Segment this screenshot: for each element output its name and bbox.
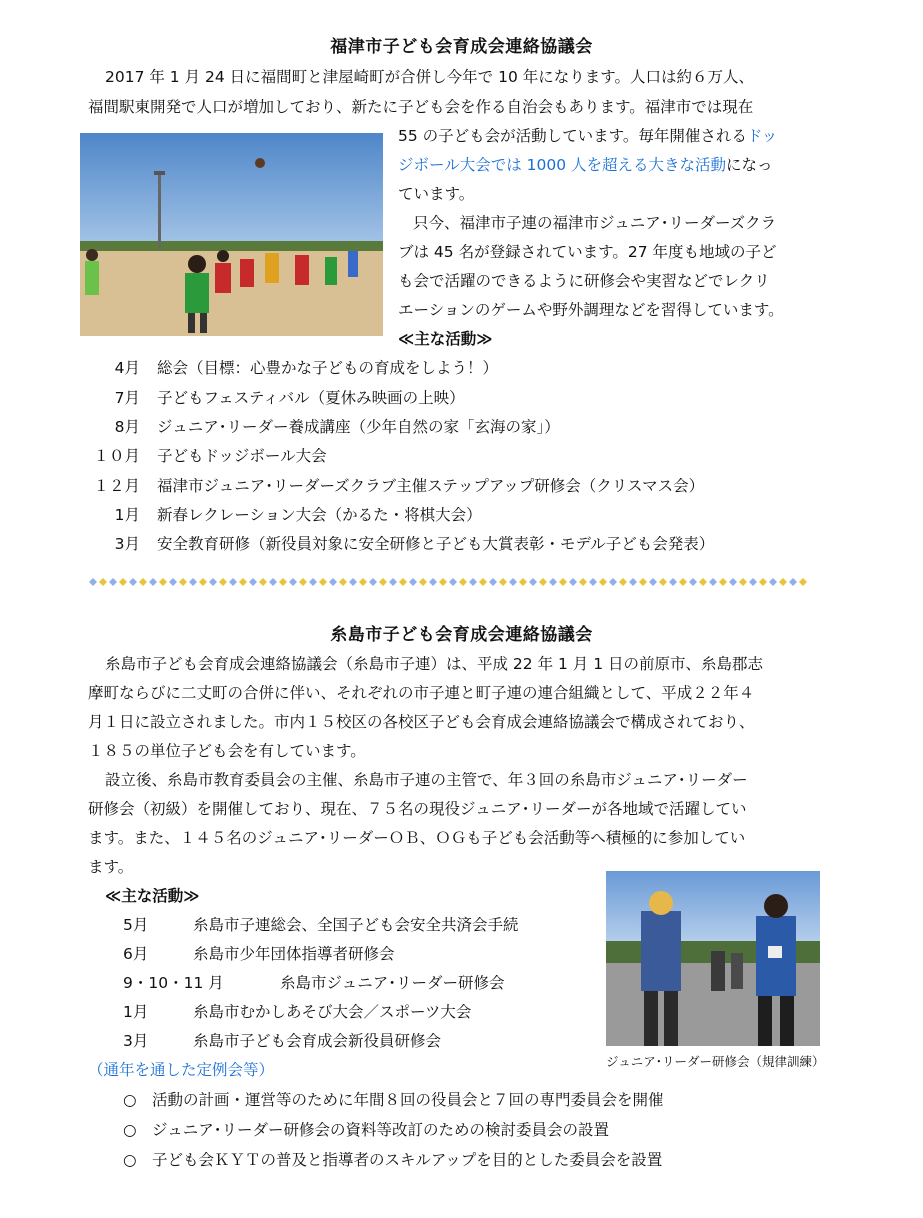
- divider-diamond: [99, 578, 107, 586]
- divider-diamond: [779, 578, 787, 586]
- section2-regular-heading: （通年を通した定例会等）: [88, 1061, 275, 1079]
- divider-diamond: [359, 578, 367, 586]
- divider-diamond: [319, 578, 327, 586]
- s2-activity-text: 糸島市子ども会育成会新役員研修会: [193, 1032, 442, 1050]
- divider-diamond: [129, 578, 137, 586]
- section1-intro-line-2: 福間駅東開発で人口が増加しており、新たに子ども会を作る自治会もあります。福津市では現在: [88, 98, 754, 116]
- section2-p2-line-2: 研修会（初級）を開催しており、現在、７５名の現役ジュニア･リーダーが各地域で活躍してい: [88, 800, 747, 818]
- side-line-1-highlight: ドッ: [746, 127, 778, 145]
- divider-diamond: [629, 578, 637, 586]
- section2-title: 糸島市子ども会育成会連絡協議会: [330, 625, 593, 645]
- divider-diamond: [349, 578, 357, 586]
- section-divider: [88, 572, 810, 582]
- divider-diamond: [109, 578, 117, 586]
- divider-diamond: [229, 578, 237, 586]
- divider-diamond: [239, 578, 247, 586]
- divider-diamond: [769, 578, 777, 586]
- section1-side-line-6: も会で活躍のできるように研修会や実習などでレクリ: [398, 272, 770, 290]
- divider-diamond: [749, 578, 757, 586]
- divider-diamond: [589, 578, 597, 586]
- s1-activity-month: 8月: [114, 418, 140, 436]
- section2-p2-line-3: ます。また、１４５名のジュニア･リーダーＯＢ、ＯＧも子ども会活動等へ積極的に参加してい: [88, 829, 746, 847]
- s2-activity-text: 糸島市子連総会、全国子ども会安全共済会手続: [193, 916, 519, 934]
- s1-activity-text: 子どもドッジボール大会: [157, 447, 327, 465]
- divider-diamond: [679, 578, 687, 586]
- divider-diamond: [739, 578, 747, 586]
- s2-activity-text: 糸島市ジュニア･リーダー研修会: [280, 974, 505, 992]
- s2-activity-text: 糸島市少年団体指導者研修会: [193, 945, 395, 963]
- divider-diamond: [299, 578, 307, 586]
- section2-p1-line-2: 摩町ならびに二丈町の合併に伴い、それぞれの市子連と町子連の連合組織として、平成２２年４: [88, 684, 755, 702]
- divider-diamond: [289, 578, 297, 586]
- s1-activity-month: 1月: [114, 506, 140, 524]
- divider-diamond: [269, 578, 277, 586]
- side-line-2-text: になっ: [726, 156, 773, 174]
- divider-diamond: [709, 578, 717, 586]
- divider-diamond: [619, 578, 627, 586]
- section2-p1-line-4: １８５の単位子ども会を有しています。: [88, 742, 366, 760]
- divider-diamond: [179, 578, 187, 586]
- divider-diamond: [219, 578, 227, 586]
- section1-side-line-7: エーションのゲームや野外調理などを習得しています。: [398, 301, 784, 319]
- section1-side-line-2: [398, 153, 773, 175]
- divider-diamond: [279, 578, 287, 586]
- divider-diamond: [259, 578, 267, 586]
- divider-diamond: [719, 578, 727, 586]
- s1-activity-text: 子どもフェスティバル（夏休み映画の上映）: [157, 389, 465, 407]
- s2-activity-month: 6月: [123, 945, 149, 963]
- divider-diamond: [549, 578, 557, 586]
- side-line-2-highlight: ジボール大会では 1000 人を超える大きな活動: [398, 156, 726, 174]
- s1-activity-text: ジュニア･リーダー養成講座（少年自然の家「玄海の家」）: [157, 418, 560, 436]
- training-photo: [606, 871, 820, 1046]
- divider-diamond: [759, 578, 767, 586]
- divider-diamond: [409, 578, 417, 586]
- divider-diamond: [569, 578, 577, 586]
- s2-activity-text: 糸島市むかしあそび大会／スポーツ大会: [193, 1003, 472, 1021]
- divider-diamond: [339, 578, 347, 586]
- s2-activity-month: 9・10・11 月: [123, 974, 224, 992]
- divider-diamond: [159, 578, 167, 586]
- divider-diamond: [539, 578, 547, 586]
- s1-activity-text: 新春レクレーション大会（かるた・将棋大会）: [157, 506, 482, 524]
- s1-activity-month: 3月: [114, 535, 140, 553]
- divider-diamond: [459, 578, 467, 586]
- regular-item: ○ 活動の計画・運営等のために年間８回の役員会と７回の専門委員会を開催: [123, 1091, 664, 1109]
- regular-item: ○ 子ども会ＫＹＴの普及と指導者のスキルアップを目的とした委員会を設置: [123, 1151, 663, 1169]
- section2-p1-line-3: 月１日に設立されました。市内１５校区の各校区子ども会育成会連絡協議会で構成されており、: [88, 713, 755, 731]
- section1-title: 福津市子ども会育成会連絡協議会: [330, 37, 593, 57]
- regular-item: ○ ジュニア･リーダー研修会の資料等改訂のための検討委員会の設置: [123, 1121, 609, 1139]
- divider-diamond: [509, 578, 517, 586]
- divider-diamond: [529, 578, 537, 586]
- divider-diamond: [699, 578, 707, 586]
- divider-diamond: [499, 578, 507, 586]
- divider-diamond: [309, 578, 317, 586]
- divider-diamond: [389, 578, 397, 586]
- divider-diamond: [689, 578, 697, 586]
- s2-activity-month: 1月: [123, 1003, 149, 1021]
- section1-side-line-3: ています。: [398, 185, 475, 203]
- divider-diamond: [799, 578, 807, 586]
- divider-diamond: [149, 578, 157, 586]
- section2-p2-line-4: ます。: [88, 858, 134, 876]
- s1-activity-text: 福津市ジュニア･リーダーズクラブ主催ステップアップ研修会（クリスマス会）: [157, 477, 705, 495]
- divider-diamond: [729, 578, 737, 586]
- s2-activity-month: 5月: [123, 916, 149, 934]
- divider-diamond: [379, 578, 387, 586]
- divider-diamond: [429, 578, 437, 586]
- s1-activity-month: 7月: [114, 389, 140, 407]
- divider-diamond: [209, 578, 217, 586]
- divider-diamond: [469, 578, 477, 586]
- s2-activity-month: 3月: [123, 1032, 149, 1050]
- divider-diamond: [559, 578, 567, 586]
- divider-diamond: [519, 578, 527, 586]
- divider-diamond: [399, 578, 407, 586]
- s1-activity-text: 総会（目標：心豊かな子どもの育成をしよう！）: [157, 359, 499, 377]
- divider-diamond: [609, 578, 617, 586]
- divider-diamond: [479, 578, 487, 586]
- s1-activity-text: 安全教育研修（新役員対象に安全研修と子ども大賞表彰・モデル子ども会発表）: [157, 535, 715, 553]
- divider-diamond: [139, 578, 147, 586]
- s1-activity-month: 4月: [114, 359, 140, 377]
- divider-diamond: [329, 578, 337, 586]
- divider-diamond: [579, 578, 587, 586]
- section1-side-line-5: ブは 45 名が登録されています。27 年度も地域の子ど: [398, 243, 777, 261]
- section1-side-line-4: 只今、福津市子連の福津市ジュニア･リーダーズクラ: [413, 214, 777, 232]
- divider-diamond: [89, 578, 97, 586]
- s1-activity-month: １０月: [93, 447, 140, 465]
- training-photo-caption: ジュニア･リーダー研修会（規律訓練）: [606, 1054, 825, 1069]
- section2-activities-heading: ≪主な活動≫: [105, 887, 200, 905]
- divider-diamond: [189, 578, 197, 586]
- divider-diamond: [599, 578, 607, 586]
- dodgeball-photo: [80, 133, 383, 336]
- divider-diamond: [639, 578, 647, 586]
- section1-activities-heading: ≪主な活動≫: [398, 330, 493, 348]
- section1-side-line-1: [398, 124, 777, 146]
- section1-intro-line-1: 2017 年 1 月 24 日に福間町と津屋崎町が合併し今年で 10 年になります。人口は約６万人、: [105, 68, 755, 86]
- s1-activity-month: １２月: [93, 477, 140, 495]
- divider-diamond: [439, 578, 447, 586]
- divider-diamond: [489, 578, 497, 586]
- divider-diamond: [669, 578, 677, 586]
- divider-diamond: [119, 578, 127, 586]
- section2-p2-line-1: 設立後、糸島市教育委員会の主催、糸島市子連の主管で、年３回の糸島市ジュニア･リーダー: [105, 771, 748, 789]
- side-line-1-text: 55 の子ども会が活動しています。毎年開催される: [398, 127, 747, 145]
- divider-diamond: [449, 578, 457, 586]
- divider-diamond: [649, 578, 657, 586]
- divider-diamond: [789, 578, 797, 586]
- divider-diamond: [249, 578, 257, 586]
- section2-p1-line-1: 糸島市子ども会育成会連絡協議会（糸島市子連）は、平成 22 年 1 月 1 日の前原市、糸島郡志: [105, 655, 764, 673]
- divider-diamond: [659, 578, 667, 586]
- divider-diamond: [199, 578, 207, 586]
- divider-diamond: [169, 578, 177, 586]
- divider-diamond: [419, 578, 427, 586]
- divider-diamond: [369, 578, 377, 586]
